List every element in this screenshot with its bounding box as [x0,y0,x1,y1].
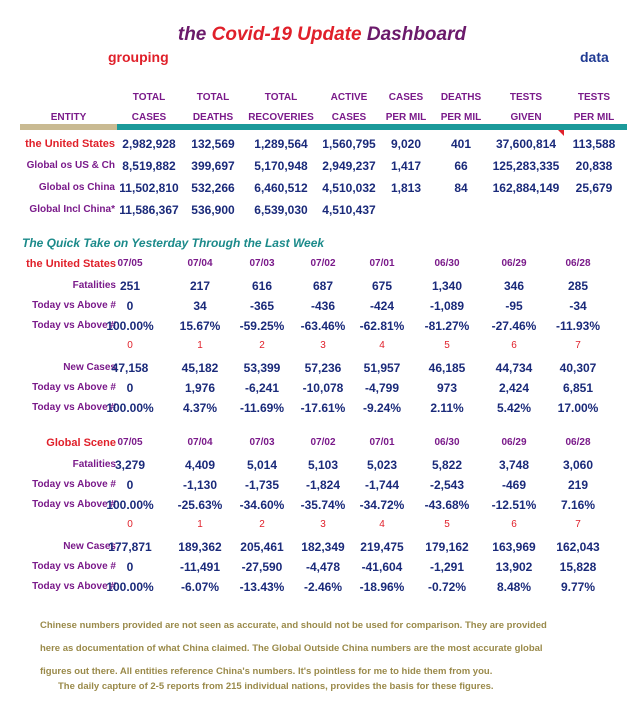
day-index: 7 [575,340,581,351]
quick-take-title: The Quick Take on Yesterday Through the Last Week [22,236,325,250]
day-index: 7 [575,519,581,530]
row-value: 5.42% [496,401,532,415]
row-value: -2.46% [303,580,343,594]
row-value: 9.77% [560,580,596,594]
row-value: 40,307 [559,361,597,375]
table-cell: 6,539,030 [254,203,308,217]
table-cell: 113,588 [572,137,616,151]
column-header-bottom: RECOVERIES [248,112,314,123]
row-value: 189,362 [178,540,222,554]
row-value: -13.43% [239,580,285,594]
table-cell: 66 [454,159,468,173]
table-cell: 162,884,149 [492,181,560,195]
row-value: -4,478 [305,560,341,574]
note-line-4: The daily capture of 2-5 reports from 215 individual nations, provides the basis for these figures. [58,681,494,692]
table-cell: 532,266 [191,181,235,195]
row-value: -1,291 [429,560,465,574]
column-header-bottom: ENTITY [50,112,87,123]
table-cell: 132,569 [191,137,235,151]
row-value: 675 [371,279,393,293]
table-cell: 4,510,437 [322,203,376,217]
row-value: -62.81% [359,319,405,333]
column-header-top: TOTAL [264,92,298,103]
row-value: -34 [569,299,587,313]
row-value: 57,236 [304,361,342,375]
row-label: Today vs Above # [32,581,116,592]
column-header-bottom: PER MIL [440,112,482,123]
row-value: 4,409 [184,458,216,472]
row-value: -1,089 [429,299,465,313]
table-cell: 399,697 [191,159,235,173]
row-value: 5,014 [246,458,278,472]
title-part-2: Covid-19 Update [211,24,362,45]
row-value: -11.69% [239,401,285,415]
row-value: 219,475 [360,540,404,554]
row-value: 46,185 [428,361,466,375]
row-value: 0 [126,299,134,313]
row-value: -35.74% [300,498,346,512]
row-value: -95 [505,299,523,313]
table-cell: 25,679 [575,181,613,195]
row-value: 45,182 [181,361,219,375]
column-header-bottom: GIVEN [510,112,542,123]
row-value: -81.27% [424,319,470,333]
row-value: -424 [369,299,395,313]
row-value: 44,734 [495,361,533,375]
row-value: 0 [126,560,134,574]
date-header: 06/28 [565,258,591,269]
table-cell: 2,949,237 [322,159,376,173]
row-label: Today vs Above # [32,382,116,393]
row-value: -6.07% [180,580,220,594]
row-value: -63.46% [300,319,346,333]
row-value: -1,130 [182,478,218,492]
day-index: 1 [197,519,203,530]
row-value: 0 [126,381,134,395]
row-value: 7.16% [560,498,596,512]
date-header: 07/02 [310,258,336,269]
entity-name: the United States [25,138,115,150]
row-value: -27,590 [241,560,283,574]
date-header: 06/29 [501,437,527,448]
column-header-bottom: DEATHS [192,112,234,123]
row-value: -10,078 [302,381,344,395]
data-header-bar [117,124,627,130]
row-value: -43.68% [424,498,470,512]
row-label: Today vs Above # [32,561,116,572]
row-value: 163,969 [492,540,536,554]
row-value: 15.67% [179,319,221,333]
row-value: -4,799 [364,381,400,395]
table-cell: 2,982,928 [122,137,176,151]
date-header: 07/05 [117,437,143,448]
table-cell: 11,502,810 [119,181,179,195]
table-cell: 37,600,814 [495,137,557,151]
day-index: 2 [259,519,265,530]
row-value: 217 [189,279,211,293]
day-index: 6 [511,340,517,351]
entity-name: Global os US & Ch [26,160,115,171]
table-cell: 1,560,795 [322,137,376,151]
table-cell: 5,170,948 [254,159,308,173]
day-index: 3 [320,340,326,351]
day-index: 0 [127,340,133,351]
row-value: 51,957 [363,361,401,375]
row-value: 47,158 [111,361,149,375]
entity-header-bar [20,124,117,130]
date-header: 06/28 [565,437,591,448]
entity-name: Global Incl China* [29,204,115,215]
row-value: 6,851 [562,381,594,395]
row-value: 1,340 [431,279,463,293]
day-index: 2 [259,340,265,351]
column-header-bottom: PER MIL [573,112,615,123]
note-line-1: Chinese numbers provided are not seen as accurate, and should not be used for comparison. They are provided [40,620,547,631]
data-label: data [580,49,609,65]
date-header: 07/05 [117,258,143,269]
row-label: New Cases [63,362,116,373]
table-cell: 401 [450,137,472,151]
date-header: 07/01 [369,258,395,269]
row-value: -25.63% [177,498,223,512]
date-header: 07/01 [369,437,395,448]
day-index: 5 [444,519,450,530]
row-label: New Cases [63,541,116,552]
row-value: -1,824 [305,478,341,492]
column-header-top: TOTAL [196,92,230,103]
row-value: 5,103 [307,458,339,472]
row-value: 1,976 [184,381,216,395]
column-header-top: TESTS [509,92,543,103]
dashboard-title [0,24,644,46]
table-cell: 536,900 [191,203,235,217]
row-label: Fatalities [72,459,116,470]
day-index: 6 [511,519,517,530]
row-value: 17.00% [557,401,599,415]
day-index: 0 [127,519,133,530]
row-value: -41,604 [361,560,403,574]
title-part-3: Dashboard [366,24,467,45]
date-header: 07/03 [249,437,275,448]
row-value: 3,060 [562,458,594,472]
row-value: 182,349 [301,540,345,554]
block-label: Global Scene [46,437,116,449]
row-value: 100.00% [106,401,154,415]
row-value: 251 [119,279,141,293]
row-value: 13,902 [495,560,533,574]
row-value: 205,461 [240,540,284,554]
column-header-bottom: PER MIL [385,112,427,123]
row-value: -34.60% [239,498,285,512]
row-value: -17.61% [300,401,346,415]
row-value: 2,424 [498,381,530,395]
table-cell: 125,283,335 [492,159,560,173]
row-value: -12.51% [491,498,537,512]
block-label: the United States [26,258,116,270]
table-cell: 20,838 [575,159,613,173]
row-value: -1,744 [364,478,400,492]
table-cell: 9,020 [390,137,422,151]
row-value: 179,162 [425,540,469,554]
row-value: 53,399 [243,361,281,375]
column-header-bottom: CASES [131,112,167,123]
row-value: 219 [567,478,589,492]
row-label: Today vs Above # [32,402,116,413]
title-part-1: the [177,24,207,45]
row-label: Today vs Above # [32,300,116,311]
day-index: 4 [379,519,385,530]
row-value: 0 [126,478,134,492]
grouping-label: grouping [108,49,169,65]
day-index: 1 [197,340,203,351]
column-header-top: TESTS [577,92,611,103]
table-cell: 1,813 [390,181,422,195]
row-value: 8.48% [496,580,532,594]
table-cell: 84 [454,181,468,195]
row-value: 5,023 [366,458,398,472]
date-header: 06/30 [434,258,460,269]
row-value: 100.00% [106,498,154,512]
column-header-top: CASES [388,92,424,103]
table-cell: 11,586,367 [119,203,179,217]
row-value: -59.25% [239,319,285,333]
row-value: -27.46% [491,319,537,333]
date-header: 07/04 [187,258,213,269]
day-index: 5 [444,340,450,351]
date-header: 07/04 [187,437,213,448]
column-header-bottom: CASES [331,112,367,123]
date-header: 07/03 [249,258,275,269]
table-cell: 4,510,032 [322,181,376,195]
row-value: -11,491 [179,560,221,574]
row-value: 973 [436,381,458,395]
row-label: Today vs Above # [32,320,116,331]
row-value: -365 [249,299,275,313]
row-value: -34.72% [359,498,405,512]
row-value: 5,822 [431,458,463,472]
row-value: -436 [310,299,336,313]
row-value: 162,043 [556,540,600,554]
day-index: 3 [320,519,326,530]
table-cell: 6,460,512 [254,181,308,195]
table-cell: 1,289,564 [254,137,308,151]
row-value: 15,828 [559,560,597,574]
row-value: -6,241 [244,381,280,395]
column-header-top: ACTIVE [330,92,368,103]
row-value: 100.00% [106,319,154,333]
row-value: 177,871 [108,540,152,554]
row-value: 687 [312,279,334,293]
table-cell: 1,417 [390,159,422,173]
row-value: -469 [501,478,527,492]
row-label: Fatalities [72,280,116,291]
row-value: -0.72% [427,580,467,594]
row-value: 346 [503,279,525,293]
row-value: 3,748 [498,458,530,472]
note-line-3: figures out there. All entities reference China's numbers. It's pointless for me to hide them from you. [40,666,493,677]
row-value: -9.24% [362,401,402,415]
column-header-top: TOTAL [132,92,166,103]
row-value: -1,735 [244,478,280,492]
row-value: 34 [193,299,207,313]
row-value: -2,543 [429,478,465,492]
row-value: 285 [567,279,589,293]
day-index: 4 [379,340,385,351]
row-label: Today vs Above # [32,499,116,510]
row-value: 2.11% [430,401,464,415]
table-cell: 8,519,882 [122,159,176,173]
date-header: 06/30 [434,437,460,448]
row-value: 3,279 [114,458,146,472]
date-header: 07/02 [310,437,336,448]
row-value: 4.37% [182,401,218,415]
row-value: 100.00% [106,580,154,594]
column-header-top: DEATHS [440,92,482,103]
row-value: -11.93% [555,319,601,333]
row-label: Today vs Above # [32,479,116,490]
date-header: 06/29 [501,258,527,269]
row-value: -18.96% [359,580,405,594]
entity-name: Global os China [38,182,115,193]
note-line-2: here as documentation of what China claimed. The Global Outside China numbers are the most accurate global [40,643,543,654]
row-value: 616 [251,279,273,293]
